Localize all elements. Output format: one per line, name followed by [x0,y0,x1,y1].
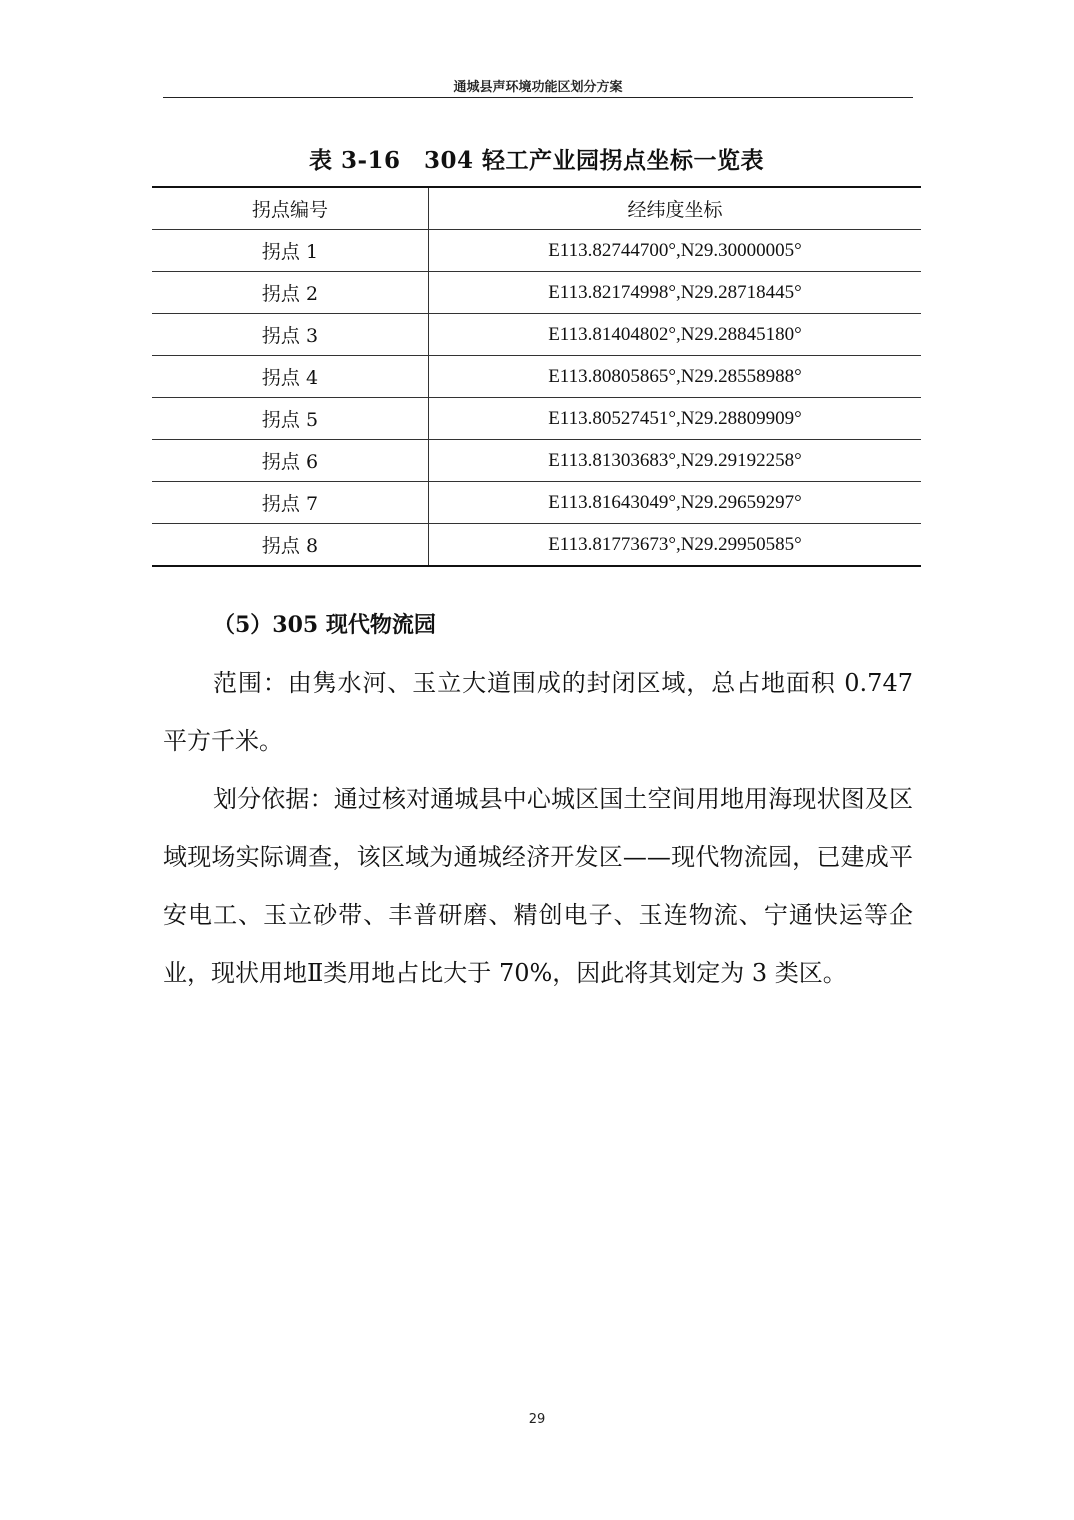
coordinate-table [152,186,921,567]
coord-cell: E113.81643049°,N29.29659297° [429,482,922,524]
point-cell: 拐点 8 [152,524,429,567]
coord-cell: E113.80805865°,N29.28558988° [429,356,922,398]
table-row [152,230,921,272]
running-header: 通城县声环境功能区划分方案 [453,80,623,95]
point-cell: 拐点 2 [152,272,429,314]
table-row [152,272,921,314]
table-row [152,356,921,398]
table-caption: 表 3-16 304 轻工产业园拐点坐标一览表 [308,147,765,174]
coord-cell: E113.81404802°,N29.28845180° [429,314,922,356]
table-row [152,398,921,440]
table-header-row [152,187,921,230]
point-cell: 拐点 6 [152,440,429,482]
coord-cell: E113.82174998°,N29.28718445° [429,272,922,314]
coord-cell: E113.82744700°,N29.30000005° [429,230,922,272]
point-cell: 拐点 1 [152,230,429,272]
point-cell: 拐点 7 [152,482,429,524]
section-heading: （5）305 现代物流园 [213,612,436,638]
column-header-point: 拐点编号 [152,187,429,230]
scope-paragraph: 范围：由隽水河、玉立大道围成的封闭区域，总占地面积 0.747 平方千米。 [163,669,913,755]
point-cell: 拐点 5 [152,398,429,440]
table-row [152,482,921,524]
column-header-coord: 经纬度坐标 [429,187,922,230]
page-number: 29 [528,1412,546,1427]
table-row [152,440,921,482]
table-row [152,524,921,567]
basis-paragraph: 划分依据：通过核对通城县中心城区国土空间用地用海现状图及区域现场实际调查，该区域为通城经济开发区——现代物流园，已建成平安电工、玉立砂带、丰普研磨、精创电子、玉连物流、宁通快运等企业，现状用地Ⅱ类用地占比大于 70%，因此将其划定为 3 类区。 [163,785,913,987]
point-cell: 拐点 3 [152,314,429,356]
table-row [152,314,921,356]
coord-cell: E113.80527451°,N29.28809909° [429,398,922,440]
coord-cell: E113.81303683°,N29.29192258° [429,440,922,482]
header-divider [163,97,913,98]
coord-cell: E113.81773673°,N29.29950585° [548,533,802,555]
point-cell: 拐点 4 [152,356,429,398]
